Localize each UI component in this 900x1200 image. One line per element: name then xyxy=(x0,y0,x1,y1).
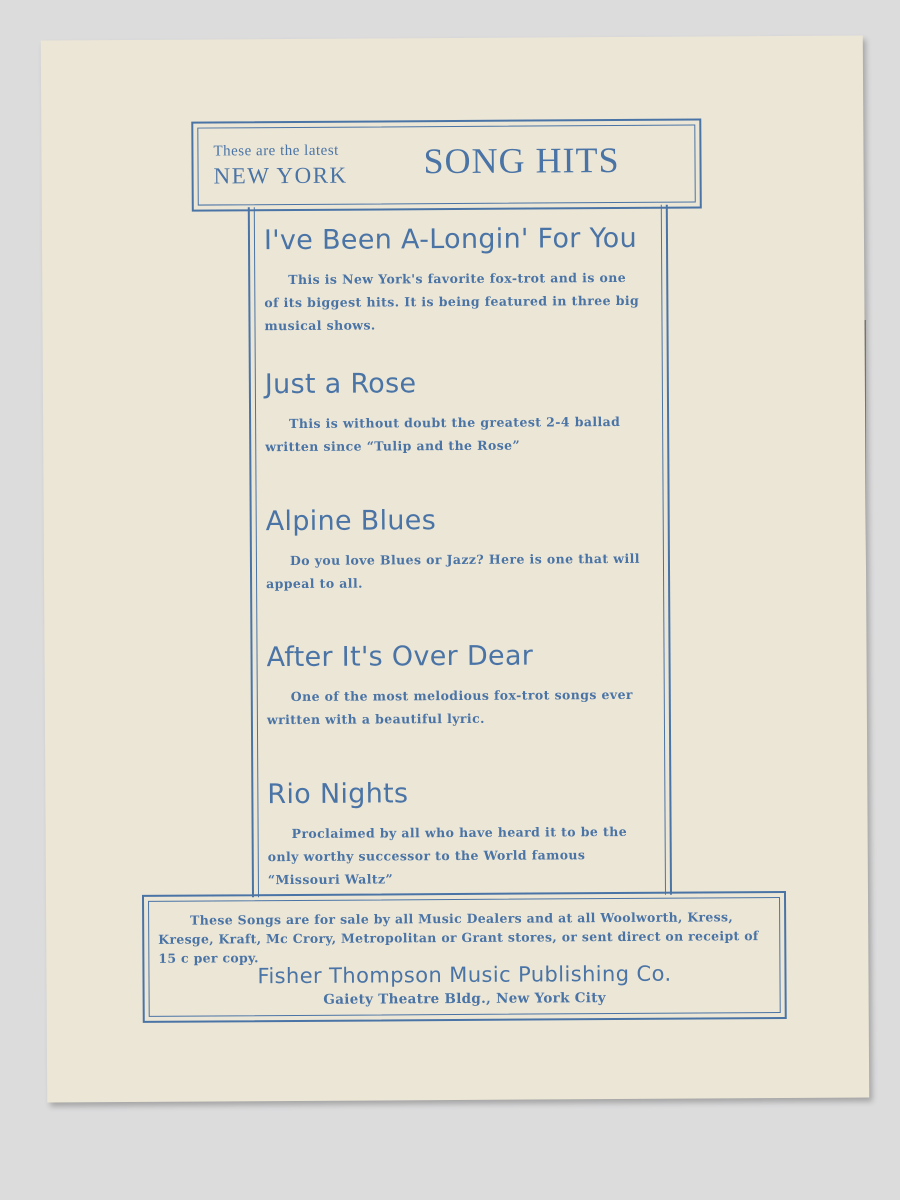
header-headline: SONG HITS xyxy=(423,139,620,182)
publisher-name: Fisher Thompson Music Publishing Co. xyxy=(257,961,672,989)
song-description: This is New York's favorite fox-trot and is one of its biggest hits. It is being featured in three big musical shows. xyxy=(264,269,640,334)
song-description: Proclaimed by all who have heard it to be the only worthy successor to the World famous “Missouri Waltz” xyxy=(267,823,628,888)
song-title: Alpine Blues xyxy=(265,505,437,538)
sheet-music-back-cover xyxy=(41,35,869,1102)
song-entry xyxy=(266,640,647,731)
footer-banner xyxy=(142,891,787,1023)
header-intro: These are the latest xyxy=(213,142,339,160)
song-entry xyxy=(267,777,648,891)
song-title: I've Been A-Longin' For You xyxy=(263,222,638,257)
song-title: After It's Over Dear xyxy=(266,640,534,674)
publisher-address: Gaiety Theatre Bldg., New York City xyxy=(323,990,606,1008)
song-entry xyxy=(264,223,645,337)
song-title: Just a Rose xyxy=(264,368,417,401)
song-entry xyxy=(265,367,646,458)
song-description: One of the most melodious fox-trot songs ever written with a beautiful lyric. xyxy=(266,686,633,728)
header-city: NEW YORK xyxy=(213,162,348,189)
song-description: Do you love Blues or Jazz? Here is one that will appeal to all. xyxy=(266,550,640,592)
song-title: Rio Nights xyxy=(267,778,409,811)
header-banner xyxy=(191,118,702,211)
sale-notice: These Songs are for sale by all Music Dealers and at all Woolworth, Kress, Kresge, Kraft, Mc Crory, Metropolitan or Grant stores, or sent direct on receipt of 15 c per copy. xyxy=(158,909,759,966)
song-entry xyxy=(266,504,647,595)
song-description: This is without doubt the greatest 2-4 ballad written since “Tulip and the Rose” xyxy=(265,413,621,455)
